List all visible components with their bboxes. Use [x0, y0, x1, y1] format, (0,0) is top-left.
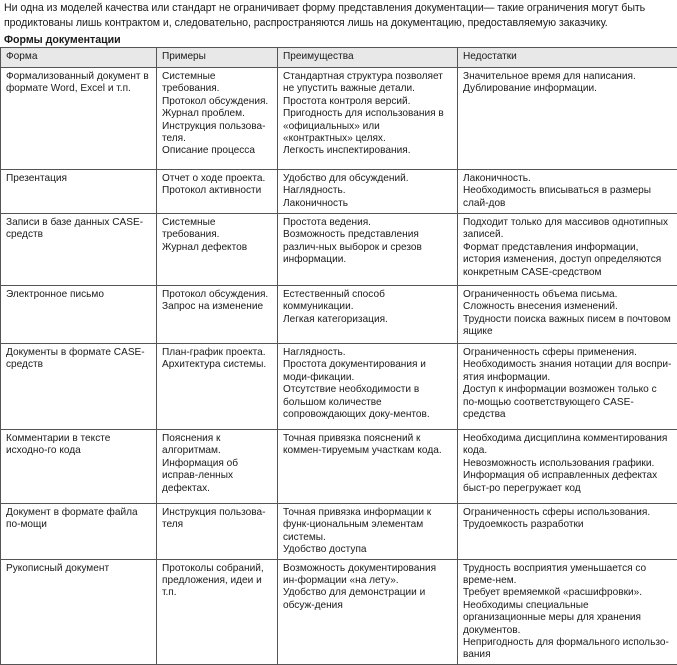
cell-form: Формализованный документ в формате Word, Excel и т.п. — [1, 68, 157, 170]
pros-item: Стандартная структура позволяет не упустить важные детали. — [283, 71, 452, 96]
pros-item: Отсутствие необходимости в большом количестве сопровождающих доку-ментов. — [283, 384, 452, 421]
pros-item: Наглядность. — [283, 185, 452, 197]
table-row — [1, 430, 677, 504]
cell-examples — [157, 68, 278, 170]
cons-item: Формат представления информации, история изменения, доступ определяются конкретным CASE-средством — [463, 242, 672, 279]
header-examples: Примеры — [157, 48, 278, 68]
pros-item: Наглядность. — [283, 347, 452, 359]
table-row — [1, 170, 677, 214]
table-row — [1, 344, 677, 430]
pros-item: Удобство для демонстрации и обсуж-дения — [283, 587, 452, 612]
cell-cons — [458, 286, 677, 344]
cell-pros — [278, 286, 458, 344]
cell-pros — [278, 68, 458, 170]
cons-item: Требует времяемкой «расшифровки». — [463, 587, 672, 599]
cell-form: Электронное письмо — [1, 286, 157, 344]
cell-pros — [278, 430, 458, 504]
cell-pros — [278, 344, 458, 430]
pros-item: Точная привязка информации к функ-циональным элементам системы. — [283, 507, 452, 544]
examples-item: Системные требования. — [162, 71, 272, 96]
cons-item: Необходимы специальные организационные меры для хранения документов. — [463, 600, 672, 637]
table-row — [1, 286, 677, 344]
header-cons: Недостатки — [458, 48, 677, 68]
cell-cons — [458, 430, 677, 504]
cons-item: Непригодность для формального использо-вания — [463, 637, 672, 662]
pros-item: Легкая категоризация. — [283, 314, 452, 326]
pros-item: Возможность представления различ-ных выборок и срезов информации. — [283, 229, 452, 266]
examples-item: Инструкция пользова-теля — [162, 507, 272, 532]
pros-item: Точная привязка пояснений к коммен-тируемым участкам кода. — [283, 433, 452, 458]
table-row — [1, 68, 677, 170]
examples-item: Протоколы собраний, предложения, идеи и т.п. — [162, 563, 272, 600]
examples-item: Архитектура системы. — [162, 359, 272, 371]
examples-item: Журнал дефектов — [162, 242, 272, 254]
cell-examples — [157, 286, 278, 344]
intro-paragraph: Ни одна из моделей качества или стандарт не ограничивает форму представления документации— такие ограничения могут быть продиктованы лишь контрактом и, следовательно, распространяются лишь на документацию, предоставляемую заказчику. — [0, 0, 677, 33]
cons-item: Информация об исправленных дефектах быст-ро перегружает код — [463, 470, 672, 495]
cons-item: Необходима дисциплина комментирования кода. — [463, 433, 672, 458]
examples-item: Протокол активности — [162, 185, 272, 197]
cons-item: Значительное время для написания. — [463, 71, 672, 83]
cell-pros — [278, 559, 458, 664]
examples-item: Протокол обсуждения. — [162, 289, 272, 301]
cell-examples — [157, 559, 278, 664]
cell-examples — [157, 344, 278, 430]
pros-item: Легкость инспектирования. — [283, 145, 452, 157]
pros-item: Простота документирования и моди-фикации. — [283, 359, 452, 384]
pros-item: Естественный способ коммуникации. — [283, 289, 452, 314]
cons-item: Подходит только для массивов однотипных записей. — [463, 217, 672, 242]
table-row — [1, 214, 677, 286]
table-caption: Формы документации — [0, 33, 677, 47]
pros-item: Лаконичность — [283, 198, 452, 210]
table-row — [1, 559, 677, 664]
cell-form: Презентация — [1, 170, 157, 214]
examples-item: Информация об исправ-ленных дефектах. — [162, 458, 272, 495]
examples-item: Описание процесса — [162, 145, 272, 157]
examples-item: Отчет о ходе проекта. — [162, 173, 272, 185]
cell-cons — [458, 504, 677, 560]
cons-item: Доступ к информации возможен только с по-мощью соответствующего CASE-средства — [463, 384, 672, 421]
cell-examples — [157, 504, 278, 560]
cons-item: Лаконичность. — [463, 173, 672, 185]
cell-cons — [458, 68, 677, 170]
cons-item: Трудоемкость разработки — [463, 519, 672, 531]
cell-pros — [278, 214, 458, 286]
cell-cons — [458, 559, 677, 664]
table-header-row — [1, 48, 677, 68]
cell-pros — [278, 170, 458, 214]
cons-item: Необходимость знания нотации для воспри-ятия информации. — [463, 359, 672, 384]
cons-item: Невозможность использования графики. — [463, 458, 672, 470]
cell-form: Документы в формате CASE-средств — [1, 344, 157, 430]
examples-item: Системные требования. — [162, 217, 272, 242]
cons-item: Дублирование информации. — [463, 83, 672, 95]
cons-item: Необходимость вписываться в размеры слай-дов — [463, 185, 672, 210]
examples-item: План-график проекта. — [162, 347, 272, 359]
cons-item: Ограниченность сферы использования. — [463, 507, 672, 519]
cell-pros — [278, 504, 458, 560]
header-pros: Преимущества — [278, 48, 458, 68]
cell-examples — [157, 170, 278, 214]
cons-item: Трудность восприятия уменьшается со време-нем. — [463, 563, 672, 588]
cell-form: Документ в формате файла по-мощи — [1, 504, 157, 560]
examples-item: Пояснения к алгоритмам. — [162, 433, 272, 458]
cell-form: Записи в базе данных CASE-средств — [1, 214, 157, 286]
cell-cons — [458, 170, 677, 214]
cons-item: Ограниченность объема письма. — [463, 289, 672, 301]
cons-item: Трудности поиска важных писем в почтовом ящике — [463, 314, 672, 339]
pros-item: Удобство доступа — [283, 544, 452, 556]
pros-item: Пригодность для использования в «официальных» или «контрактных» целях. — [283, 108, 452, 145]
cons-item: Ограниченность сферы применения. — [463, 347, 672, 359]
header-form: Форма — [1, 48, 157, 68]
cell-form: Комментарии в тексте исходно-го кода — [1, 430, 157, 504]
documentation-forms-table — [0, 47, 677, 665]
cell-examples — [157, 430, 278, 504]
pros-item: Возможность документирования ин-формации «на лету». — [283, 563, 452, 588]
cons-item: Сложность внесения изменений. — [463, 301, 672, 313]
cell-form: Рукописный документ — [1, 559, 157, 664]
examples-item: Инструкция пользова-теля. — [162, 121, 272, 146]
examples-item: Журнал проблем. — [162, 108, 272, 120]
pros-item: Удобство для обсуждений. — [283, 173, 452, 185]
cell-examples — [157, 214, 278, 286]
examples-item: Запрос на изменение — [162, 301, 272, 313]
cell-cons — [458, 344, 677, 430]
examples-item: Протокол обсуждения. — [162, 96, 272, 108]
pros-item: Простота контроля версий. — [283, 96, 452, 108]
pros-item: Простота ведения. — [283, 217, 452, 229]
cell-cons — [458, 214, 677, 286]
table-row — [1, 504, 677, 560]
